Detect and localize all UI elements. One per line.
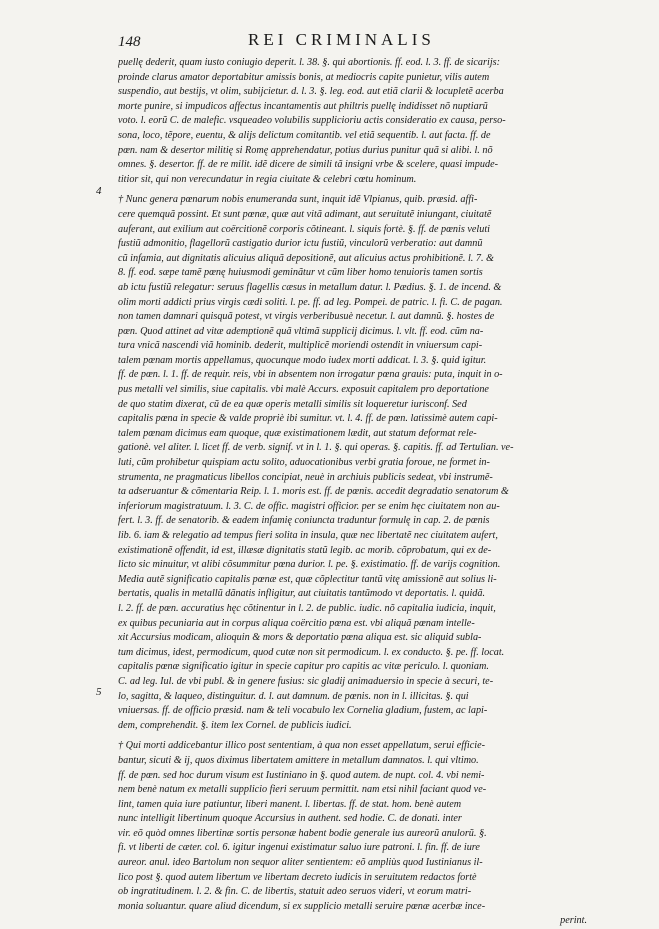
text-line: pus metalli vel similis, siue capitalis. vbi malè Accurs. exposuit capitalem pro deportatione — [118, 384, 489, 396]
text-line: ob ingratitudinem. l. 2. & fin. C. de libertis, statuit adeo seruos videri, vt eorum matri- — [118, 886, 472, 898]
text-line: talem pœnam mortis appellamus, quocunque modo iudex morti addicat. l. 3. §. quid igitur. — [118, 354, 487, 366]
text-line: olim morti addicti prius virgis cædi soliti. l. pe. ff. ad leg. Pompei. de patric. l. fi. C. de pagan. — [118, 296, 503, 308]
text-line: talem pœnam dicimus eam quoque, quæ existimationem lædit, aut statum deformat rele- — [118, 427, 477, 439]
paragraph-2 — [118, 193, 587, 733]
text-line: gationè. vel aliter. l. licet ff. de verb. signif. vt in l. 1. §. qui operas. §. capitis. ff. ad Tertulian. ve- — [118, 442, 514, 454]
text-line: nunc intelligit libertinum quoque Accursius in authent. sed hodie. C. de donati. inter — [118, 813, 462, 825]
margin-number-4: 4 — [96, 185, 102, 197]
paragraph-3 — [118, 739, 587, 914]
text-line: capitalis pœnæ significatio igitur in specie capitur pro capitis ac vitæ periculo. l. quoniam. — [118, 661, 489, 673]
text-line: puellę dederit, quam iusto coniugio deperit. l. 38. §. qui abortionis. ff. eod. l. 3. ff. de sicarijs: — [118, 57, 501, 68]
text-line: titior sit, qui non verecundatur in regia ciuitate & celebri cœtu hominum. — [118, 173, 417, 185]
text-line: suspendio, aut bestijs, vt olim, subijcietur. d. l. 3. §. leg. eod. aut etiã clarii & locupletẽ acerba — [118, 86, 504, 98]
text-line: existimationẽ offendit, id est, illæsæ dignitatis statũ legib. ac morib. cõprobatum, qui ex de- — [118, 544, 492, 556]
text-line: ff. de pœn. sed hoc durum visum est Iustiniano in §. quod autem. de nupt. col. 4. vbi nemi- — [118, 769, 485, 781]
text-line: lint, tamen quia iure patiuntur, liberi manent. l. libertas. ff. de stat. hom. benè autem — [118, 798, 462, 810]
text-line: proinde clarus amator deportabitur amissis bonis, at mediocris capite punietur, vilis autem — [118, 71, 490, 83]
text-line: vniuersas. ff. de officio præsid. nam & teli vocabulo lex Cornelia gladium, fustem, ac lapi- — [118, 705, 488, 717]
text-line: ab ictu fustiũ relegatur: seruus flagellis cæsus in metallum datur. l. Pædius. §. 1. de incend. & — [118, 281, 502, 293]
text-line: C. ad leg. Iul. de vbi publ. & in genere fusius: sic gladij animaduersio in specie à securi, te- — [118, 675, 494, 687]
text-line: nem benè natum ex metalli supplicio fieri seruum permittit. nam etsi nihil faciant quod ve- — [118, 784, 487, 796]
text-line: Media autẽ significatio capitalis pœnæ est, quæ cõplectitur tantũ vitę amissionẽ aut solius li- — [118, 573, 497, 585]
text-line: xit Accursius modicam, alioquin & mors & deportatio pœna aliqua est. sic aliquid subla- — [118, 632, 482, 644]
text-line: † Nunc genera pœnarum nobis enumeranda sunt, inquit idẽ Vlpianus, quib. præsid. affi- — [118, 194, 478, 206]
catchword: perint. — [560, 915, 587, 927]
text-line: capitalis pœna in specie & valde propriè ibi sumitur. vt. l. 4. ff. de pœn. latissimè autem capi- — [118, 413, 498, 425]
text-line: omnes. §. desertor. ff. de re milit. idẽ dicere de simili tã insigni vrbe & scelere, quasi impude- — [118, 159, 498, 171]
text-line: lico post §. quod autem libertum ve libertam decreto iudicis in seruitutem redactos fortè — [118, 871, 477, 883]
body-text — [118, 56, 587, 929]
running-title: REI CRIMINALIS — [248, 30, 435, 49]
text-line: luti, cũm prohibetur quispiam actu solito, aduocationibus verbi gratia foroue, ne formet in- — [118, 457, 490, 469]
text-line: inferiorum magistratuum. l. 3. C. de offic. magistri officior. per se enim hęc ciuitatem non au- — [118, 500, 500, 512]
paragraph-1 — [118, 56, 587, 187]
text-line: tura vnicã nascendi viã hominib. dederit, multiplicẽ moriendi ostendit in vniuersum capi- — [118, 340, 483, 352]
text-line: l. 2. ff. de pœn. accuratius hęc cõtinentur in l. 2. de public. iudic. nõ capitalia iudicia, inquit, — [118, 602, 496, 614]
text-line: sona, loco, tẽpore, euentu, & alijs delictum comitantib. vel etiã sequentib. l. aut facta. ff. de — [118, 129, 491, 141]
text-line: pœn. Quod attinet ad vitæ ademptionẽ quã vltimã supplicij dicimus. l. vlt. ff. eod. cũm na- — [118, 325, 484, 337]
text-line: monia soluantur. quare aliud dicendum, si ex supplicio metalli seruire pœnæ acerbæ ince- — [118, 900, 486, 912]
text-line: † Qui morti addicebantur illico post sententiam, à qua non esset appellatum, serui efficie- — [118, 740, 485, 752]
page-number: 148 — [118, 34, 141, 50]
text-line: voto. l. eorũ C. de malefic. vsqueadeo volubilis supplicioriu actis consideratio ex causa, perso- — [118, 115, 506, 127]
text-line: ff. de pœn. l. 1. ff. de requir. reis, vbi in absentem non irrogatur pœna grauis: puta, inquit in o- — [118, 369, 503, 381]
text-line: pœn. nam & desertor militię si Romę apprehendatur, potius durius punitur quã si alibi. l. nõ — [118, 144, 493, 156]
margin-number-5: 5 — [96, 686, 102, 698]
text-line: non tamen damnari quisquã potest, vt virgis verberibusuè necetur. l. aut damnũ. §. hostes de — [118, 311, 495, 323]
text-line: licto sic minuitur, vt alibi cõsummitur pœna durior. l. pe. §. existimatio. ff. de varijs cognition. — [118, 559, 501, 571]
text-line: aureor. anul. ideo Bartolum non sequor aliter sentientem: eõ ampliùs quod Iustinianus il- — [118, 857, 483, 869]
text-line: ta adseruantur & cõmentaria Reip. l. 1. moris est. ff. de pœnis. accedit degradatio senatorum & — [118, 486, 509, 498]
text-line: fustiũ admonitio, flagellorũ castigatio durior ictu fustiũ, vinculorũ verberatio: aut damnũ — [118, 238, 483, 250]
text-line: bantur, sicuti & ij, quos diximus libertatem amittere in metallum damnatos. l. qui vltimo. — [118, 754, 479, 766]
text-line: fi. vt liberti de cæter. col. 6. igitur ingenui existimatur saluo iure patroni. l. fin. ff. de iure — [118, 842, 480, 854]
text-line: auferant, aut exilium aut coërcitionẽ corporis cõtineant. l. siquis fortè. §. ff. de pœnis veluti — [118, 223, 490, 235]
text-line: fert. l. 3. ff. de senatorib. & eadem infamię coniuncta traduntur formulę in cap. 2. de pœnis — [118, 515, 490, 527]
page-header — [118, 30, 587, 54]
text-line: lib. 6. iam & relegatio ad tempus fieri solita in insula, quæ nec libertatẽ nec ciuitatem aufert, — [118, 530, 498, 541]
text-line: lo, sagitta, & laqueo, distinguitur. d. l. aut damnum. de pœnis. non in l. illicitas. §. qui — [118, 690, 469, 702]
text-line: ex quibus pecuniaria aut in corpus aliqua coërcitio pœna est. vbi aliquã pœnam intelle- — [118, 617, 475, 629]
text-line: dem, comprehendit. §. item lex Cornel. de publicis iudici. — [118, 719, 352, 731]
text-line: vir. eõ quòd omnes libertinæ sortis personæ habent bodie generale ius aureorũ anulorũ. §. — [118, 827, 487, 839]
text-line: strumenta, ne pragmaticus libellos concipiat, neuè in archiuis publicis sedeat, vbi instrumẽ- — [118, 471, 493, 483]
text-line: morte punire, si impudicos affectus incantamentis aut philtris puellę indidisset nõ nuptiarũ — [118, 100, 488, 112]
text-line: bertatis, qualis in metallũ dãnatis infligitur, aut ciuitatis tantũmodo vt deportatis. l. quidã. — [118, 588, 486, 600]
text-line: cere quemquã possint. Et sunt pœnæ, quæ aut vitã adimant, aut seruitutẽ iniungant, ciuitatẽ — [118, 208, 492, 220]
text-line: tum dicimus, idest, permodicum, quod cutæ non sit permodicum. l. ex conducto. §. pe. ff. locat. — [118, 646, 505, 658]
text-line: cũ infamia, aut dignitatis alicuius aliquã depositionẽ, aut alicuius actus prohibitionẽ. l. 7. & — [118, 252, 494, 264]
text-line: de quo statim dixerat, cũ de ea quæ operis metalli similis sit loqueretur iurisconf. Sed — [118, 398, 467, 410]
text-line: 8. ff. eod. sæpe tamẽ pœnę huiusmodi geminãtur vt cũm liber homo tenuioris tamen sortis — [118, 267, 483, 279]
